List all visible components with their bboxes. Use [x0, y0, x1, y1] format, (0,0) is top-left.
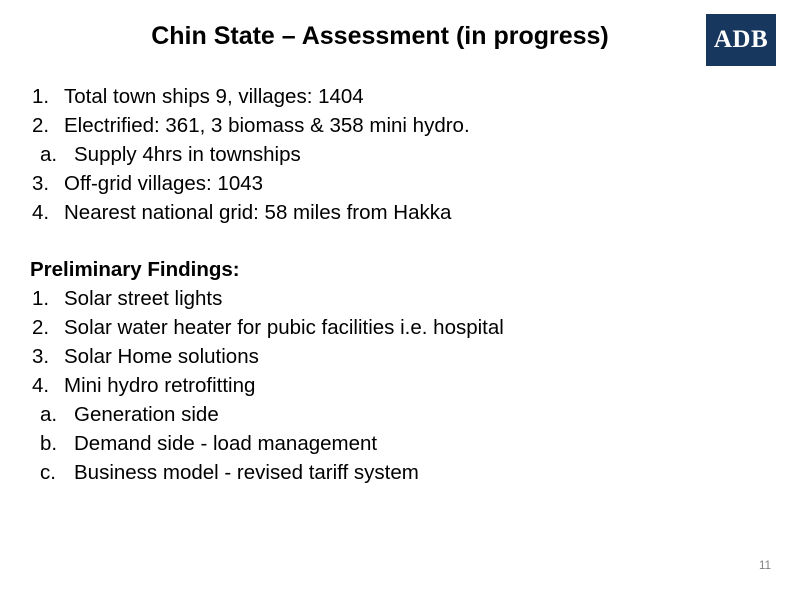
logo-text: ADB: [713, 26, 769, 53]
list-item-text: Total town ships 9, villages: 1404: [64, 85, 364, 108]
list-item-number: a.: [40, 403, 58, 426]
list-item: [30, 169, 730, 198]
list-item: [38, 140, 730, 169]
list-item-number: 3.: [32, 345, 50, 368]
findings-sublist: [30, 400, 730, 487]
list-item-number: 4.: [32, 374, 50, 397]
list-item-number: 3.: [32, 172, 50, 195]
list-item-text: Solar street lights: [64, 287, 223, 310]
list-item: [30, 342, 730, 371]
list-item-number: a.: [40, 143, 58, 166]
slide-body: [30, 82, 730, 487]
list-item-text: Demand side - load management: [74, 432, 378, 455]
list-item-number: b.: [40, 432, 58, 455]
section-spacer: [30, 227, 730, 255]
list-item-text: Supply 4hrs in townships: [74, 143, 301, 166]
list-item: [30, 313, 730, 342]
list-item-text: Nearest national grid: 58 miles from Hakka: [64, 201, 452, 224]
page-number: 11: [759, 560, 771, 572]
list-item-sub-wrapper: [30, 400, 730, 487]
list-item: [30, 82, 730, 111]
list-item-text: Generation side: [74, 403, 219, 426]
list-item-text: Mini hydro retrofitting: [64, 374, 256, 397]
findings-list: [30, 284, 730, 487]
list-item-text: Electrified: 361, 3 biomass & 358 mini hydro.: [64, 114, 470, 137]
list-item-text: Off-grid villages: 1043: [64, 172, 264, 195]
list-item-text: Business model - revised tariff system: [74, 461, 419, 484]
list-item-sub-wrapper: [30, 140, 730, 169]
list-item-number: c.: [40, 461, 56, 484]
list-item: [30, 284, 730, 313]
list-item: [38, 429, 730, 458]
slide-title: Chin State – Assessment (in progress): [151, 22, 609, 50]
list-item: [30, 198, 730, 227]
list-item: [30, 111, 730, 140]
assessment-list: [30, 82, 730, 227]
list-item-number: 4.: [32, 201, 50, 224]
list-item-text: Solar Home solutions: [64, 345, 259, 368]
list-item: [30, 371, 730, 400]
list-item: [38, 400, 730, 429]
list-item-text: Solar water heater for pubic facilities i.e. hospital: [64, 316, 504, 339]
list-item-number: 2.: [32, 114, 50, 137]
assessment-sublist: [30, 140, 730, 169]
list-item-number: 1.: [32, 287, 50, 310]
list-item-number: 2.: [32, 316, 50, 339]
findings-heading: Preliminary Findings:: [30, 258, 240, 281]
list-item-number: 1.: [32, 85, 50, 108]
list-item: [38, 458, 730, 487]
